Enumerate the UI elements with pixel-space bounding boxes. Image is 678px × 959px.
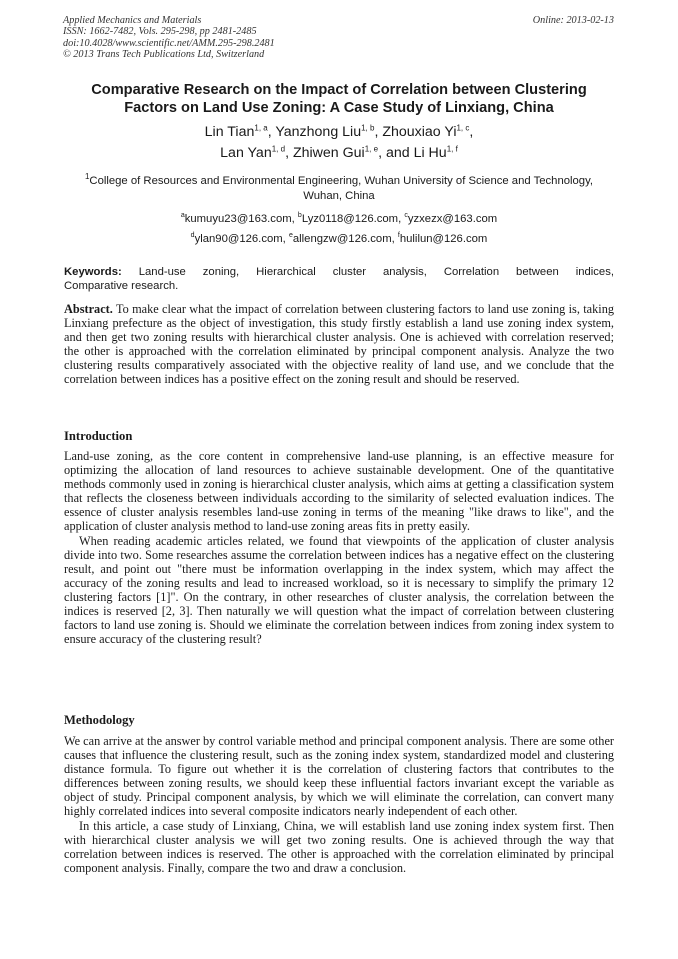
abstract xyxy=(64,302,614,387)
online-date: Online: 2013-02-13 xyxy=(532,15,614,26)
paper-title xyxy=(50,81,628,117)
title-line-2: Factors on Land Use Zoning: A Case Study of Linxiang, China xyxy=(124,100,554,116)
email-address: kumuyu23@163.com xyxy=(184,213,292,225)
methodology-body xyxy=(64,734,614,875)
author-affiliation-mark: 1, b xyxy=(361,123,375,133)
paragraph: We can arrive at the answer by control variable method and principal component analysis. There are some other causes that influence the clustering result, such as the zoning index system, standardized model and clustering distance formula. To figure out whether it is the correlation of clustering factors that contributes to the differences between zoning results, we should keep these influential factors invariant except the variable as object of study. Principal component analysis, by which we will eliminate the correlation, can convert many highly correlated indices into several composite indicators nearly independent of each other. xyxy=(64,734,614,819)
doi-line: doi:10.4028/www.scientific.net/AMM.295-298.2481 xyxy=(63,37,275,49)
affiliation-text: College of Resources and Environmental Engineering, Wuhan University of Science and Technology, Wuhan, China xyxy=(89,175,594,202)
email-address: ylan90@126.com xyxy=(194,233,283,245)
section-heading-methodology: Methodology xyxy=(64,713,135,727)
journal-name: Applied Mechanics and Materials xyxy=(63,15,202,26)
author-affiliation-mark: 1, e xyxy=(364,144,379,154)
email-address: yzxezx@163.com xyxy=(407,213,498,225)
paragraph: In this article, a case study of Linxiang, China, we will establish land use zoning index system first. Then with hierarchical cluster analysis we will get two zoning results. One is achieved through the way that correlation between indices is reserved. The other is approached with the correlation eliminated by principal component analysis. Finally, compare the two and draw a conclusion. xyxy=(64,818,614,875)
introduction-body xyxy=(64,449,614,646)
author-affiliation-mark: 1, c xyxy=(456,123,470,133)
author-name: Li Hu xyxy=(413,145,447,161)
affiliation-mark: 1 xyxy=(84,172,90,182)
email-line-1: $^a$kumuyu23@163.com, $^b$Lyz0118@126.com, $^c$yzxezx@163.com xyxy=(180,212,498,225)
author-affiliation-mark: 1, a xyxy=(254,123,268,133)
email-line-2: $^d$ylan90@126.com, $^e$allengzw@126.com, $^f$hulilun@126.com xyxy=(190,232,488,245)
paragraph: When reading academic articles related, we found that viewpoints of the application of cluster analysis divide into two. Some researches assume the correlation between indices has a negative effect on the clustering result, and point out "there must be information overlapping in the index system, which may affect the accuracy of the zoning results and lead to increased workload, so it is necessary to simplify the primary 12 clustering factors [1]". On the contrary, in other researches of cluster analysis, the correlation between the indices is reserved [2, 3]. Then naturally we will question what the impact of correlation between clustering factors to land use zoning is. Should we eliminate the correlation between indices from zoning index system to ensure accuracy of the clustering result? xyxy=(64,533,614,647)
keywords-label: Keywords: xyxy=(64,266,122,278)
copyright-line: © 2013 Trans Tech Publications Ltd, Switzerland xyxy=(63,48,265,60)
section-heading-introduction: Introduction xyxy=(64,429,133,443)
author-affiliation-mark: 1, f xyxy=(446,144,458,154)
issn-line: ISSN: 1662-7482, Vols. 295-298, pp 2481-2485 xyxy=(63,26,257,38)
author-name: Yanzhong Liu xyxy=(275,124,362,140)
keywords-line-1: Keywords: Land-use zoning, Hierarchical cluster analysis, Correlation between indices, xyxy=(64,266,615,278)
email-address: Lyz0118@126.com xyxy=(301,213,399,225)
abstract-label: Abstract. xyxy=(64,302,113,316)
title-line-1: Comparative Research on the Impact of Correlation between Clustering xyxy=(91,82,587,98)
author-affiliation-mark: 1, d xyxy=(271,144,286,154)
keywords-line-2: Comparative research. xyxy=(64,279,179,292)
paragraph: Land-use zoning, as the core content in comprehensive land-use planning, is an effective measure for optimizing the allocation of land resources to achieve sustainable development. One of the quantitative methods commonly used in zoning is hierarchical cluster analysis, which aims at getting a classification system that reflects the closeness between individuals according to the similarity of selected evaluation indices. The essence of cluster analysis resembles land-use zoning in terms of the meaning "like draws to like", and the application of cluster analysis method to land-use zoning areas fits in pretty easily. xyxy=(64,449,614,534)
author-name: Zhiwen Gui xyxy=(292,145,365,161)
abstract-text: To make clear what the impact of correlation between clustering factors to land use zoning is, taking Linxiang prefecture as the object of investigation, this study firstly establish a land use zoning index system, and then get two zoning results with hierarchical cluster analysis. One is achieved with correlation reserved; the other is approached with the correlation eliminated by principal component analysis. Analyze the two clustering results comparatively associated with the objective reality of land use, and we conclude that the correlation between indices has a positive effect on the zoning result and should be reserved. xyxy=(64,302,614,387)
email-list xyxy=(50,209,628,249)
author-list xyxy=(50,122,628,164)
keywords xyxy=(64,266,614,293)
journal-metadata xyxy=(63,15,275,60)
author-line-2: Lan Yan$^{1, d}$, Zhiwen Gui$^{1, e}$, and Li Hu$^{1, f}$ xyxy=(220,144,458,161)
author-name: Lin Tian xyxy=(204,124,255,140)
email-address: hulilun@126.com xyxy=(399,233,488,245)
author-name: Lan Yan xyxy=(220,145,272,161)
author-line-1: Lin Tian$^{1, a}$, Yanzhong Liu$^{1, b}$, Zhouxiao Yi$^{1, c}$, xyxy=(204,123,474,140)
email-address: allengzw@126.com xyxy=(292,233,392,245)
affiliation xyxy=(80,174,598,204)
author-name: Zhouxiao Yi xyxy=(382,124,457,140)
